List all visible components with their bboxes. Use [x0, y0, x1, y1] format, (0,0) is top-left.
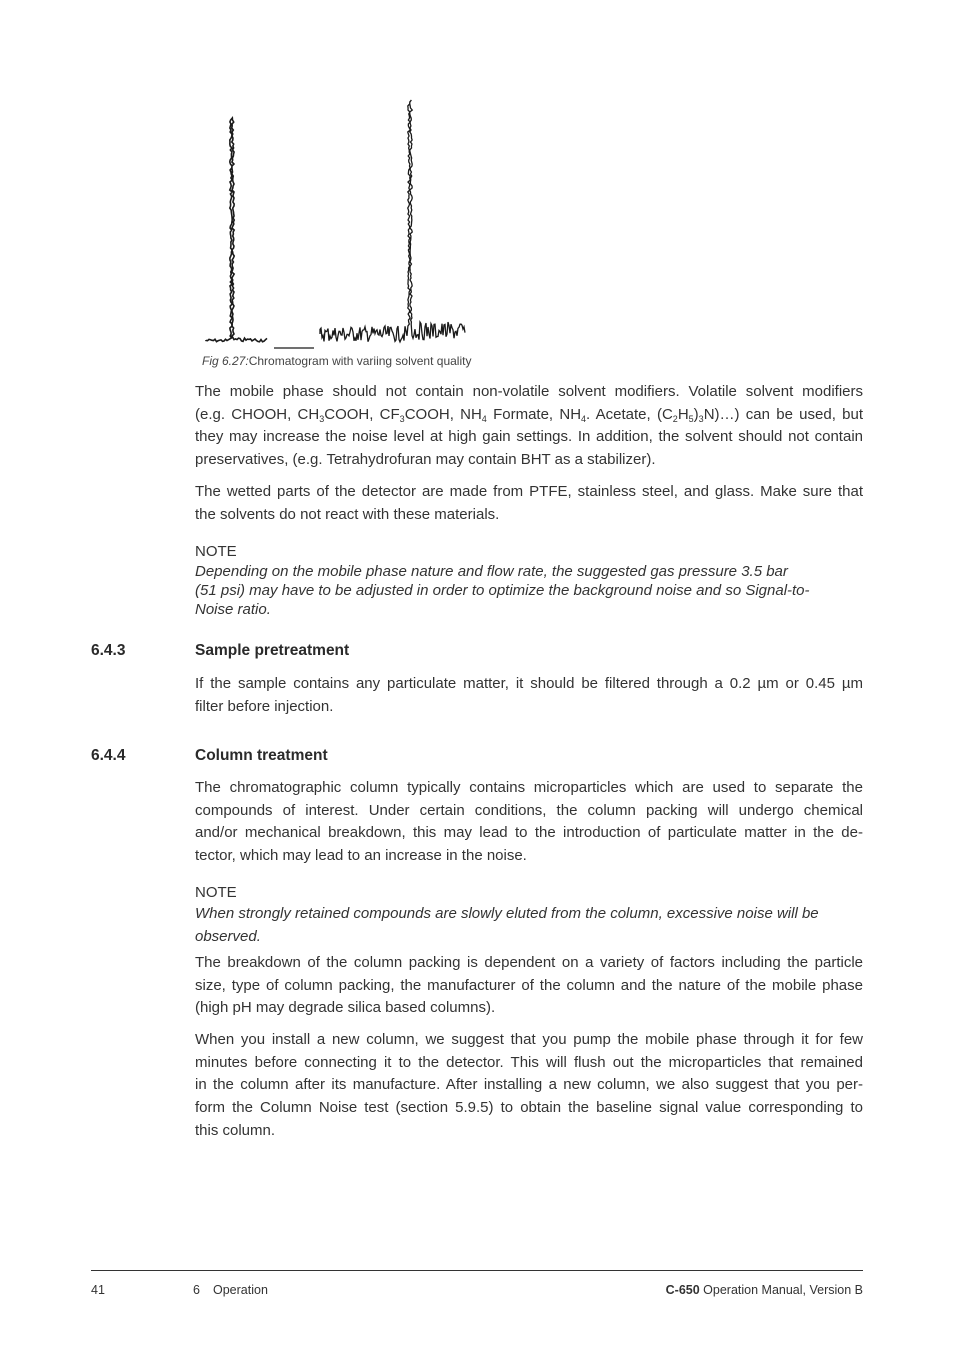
chromatogram-image	[196, 90, 486, 352]
text-line: The wetted parts of the detector are made from PTFE, stainless steel, and glass. Make sure that	[195, 483, 863, 500]
subscript: 4	[481, 413, 487, 424]
subscript: 2	[672, 413, 678, 424]
product-name: C-650	[665, 1283, 700, 1297]
text-line: When you install a new column, we suggest that you pump the mobile phase through it for few	[195, 1031, 863, 1048]
section-number: 6.4.4	[91, 747, 126, 764]
text-line: compounds of interest. Under certain conditions, the column packing will undergo chemical	[195, 801, 863, 819]
paragraph-mobile-phase	[195, 381, 863, 472]
text-line: Depending on the mobile phase nature and flow rate, the suggested gas pressure 3.5 bar	[195, 563, 788, 580]
text-line: (high pH may degrade silica based columns).	[195, 999, 496, 1017]
text-fragment: Formate, NH	[486, 405, 582, 423]
footer-divider	[91, 1270, 863, 1271]
chromatogram-figure	[196, 90, 486, 352]
paragraph-column-treatment	[195, 777, 863, 868]
text-line: If the sample contains any particulate matter, it should be filtered through a 0.2 µm or 0.45 µm	[195, 675, 863, 692]
text-fragment: COOH, NH	[404, 405, 482, 423]
section-title: Sample pretreatment	[195, 642, 350, 659]
subscript: 4	[581, 413, 587, 424]
paragraph-sample-pretreatment	[195, 673, 863, 718]
text-fragment: )	[693, 405, 699, 423]
subscript: 3	[399, 413, 405, 424]
text-fragment: COOH, CF	[324, 405, 400, 423]
text-line: filter before injection.	[195, 697, 334, 715]
note-label: NOTE	[195, 884, 237, 901]
text-line: When strongly retained compounds are slowly eluted from the column, excessive noise will be	[195, 905, 819, 922]
note-label: NOTE	[195, 543, 237, 560]
text-line: The mobile phase should not contain non-volatile solvent modifiers. Volatile solvent modifiers	[195, 383, 863, 400]
text-line: tector, which may lead to an increase in the noise.	[195, 847, 527, 865]
paragraph-wetted-parts	[195, 481, 863, 526]
figure-caption	[202, 354, 471, 368]
text-line: this column.	[195, 1121, 276, 1139]
section-title: Column treatment	[195, 747, 328, 764]
text-line: form the Column Noise test (section 5.9.5) to obtain the baseline signal value corresponding to	[195, 1099, 863, 1117]
text-line: The chromatographic column typically contains microparticles which are used to separate the	[195, 779, 863, 796]
text-line: The breakdown of the column packing is dependent on a variety of factors including the particle	[195, 954, 863, 971]
subscript: 3	[319, 413, 325, 424]
text-line: in the column after its manufacture. After installing a new column, we also suggest that you per-	[195, 1076, 863, 1094]
text-line: minutes before connecting it to the detector. This will flush out the microparticles that remained	[195, 1053, 863, 1071]
manual-version: Operation Manual, Version B	[703, 1283, 863, 1297]
section-number: 6.4.3	[91, 642, 126, 659]
text-fragment: (e.g. CHOOH, CH	[195, 405, 320, 423]
page-number: 41	[91, 1283, 105, 1297]
text-line: the solvents do not react with these materials.	[195, 505, 500, 523]
paragraph-new-column	[195, 1029, 863, 1143]
paragraph-breakdown	[195, 952, 863, 1020]
figure-number: Fig 6.27:	[202, 354, 249, 368]
text-line: observed.	[195, 928, 261, 945]
note-text-gas-pressure	[195, 562, 863, 619]
chapter-number: 6	[193, 1283, 200, 1297]
manual-title	[666, 1283, 863, 1297]
text-line: size, type of column packing, the manufacturer of the column and the nature of the mobile phase	[195, 976, 863, 994]
chromatogram-trace	[320, 100, 465, 342]
text-line: Noise ratio.	[195, 601, 271, 618]
subscript: 3	[698, 413, 704, 424]
figure-caption-text: Chromatogram with variing solvent quality	[248, 354, 472, 368]
text-line-formulas	[195, 404, 863, 427]
chapter-title: Operation	[213, 1283, 268, 1297]
text-fragment: . Acetate, (C	[586, 405, 673, 423]
subscript: 5	[688, 413, 694, 424]
text-line: and/or mechanical breakdown, this may lead to the introduction of particulate matter in the de-	[195, 824, 863, 842]
note-text-strongly-retained	[195, 902, 863, 948]
text-fragment: N)…) can be used, but	[703, 405, 863, 423]
text-fragment: H	[677, 405, 689, 423]
text-line: they may increase the noise level at high gain settings. In addition, the solvent should not contain	[195, 428, 863, 446]
text-line: (51 psi) may have to be adjusted in order to optimize the background noise and so Signal-to-	[195, 582, 810, 599]
chromatogram-trace	[206, 118, 267, 342]
text-line: preservatives, (e.g. Tetrahydrofuran may contain BHT as a stabilizer).	[195, 451, 656, 469]
